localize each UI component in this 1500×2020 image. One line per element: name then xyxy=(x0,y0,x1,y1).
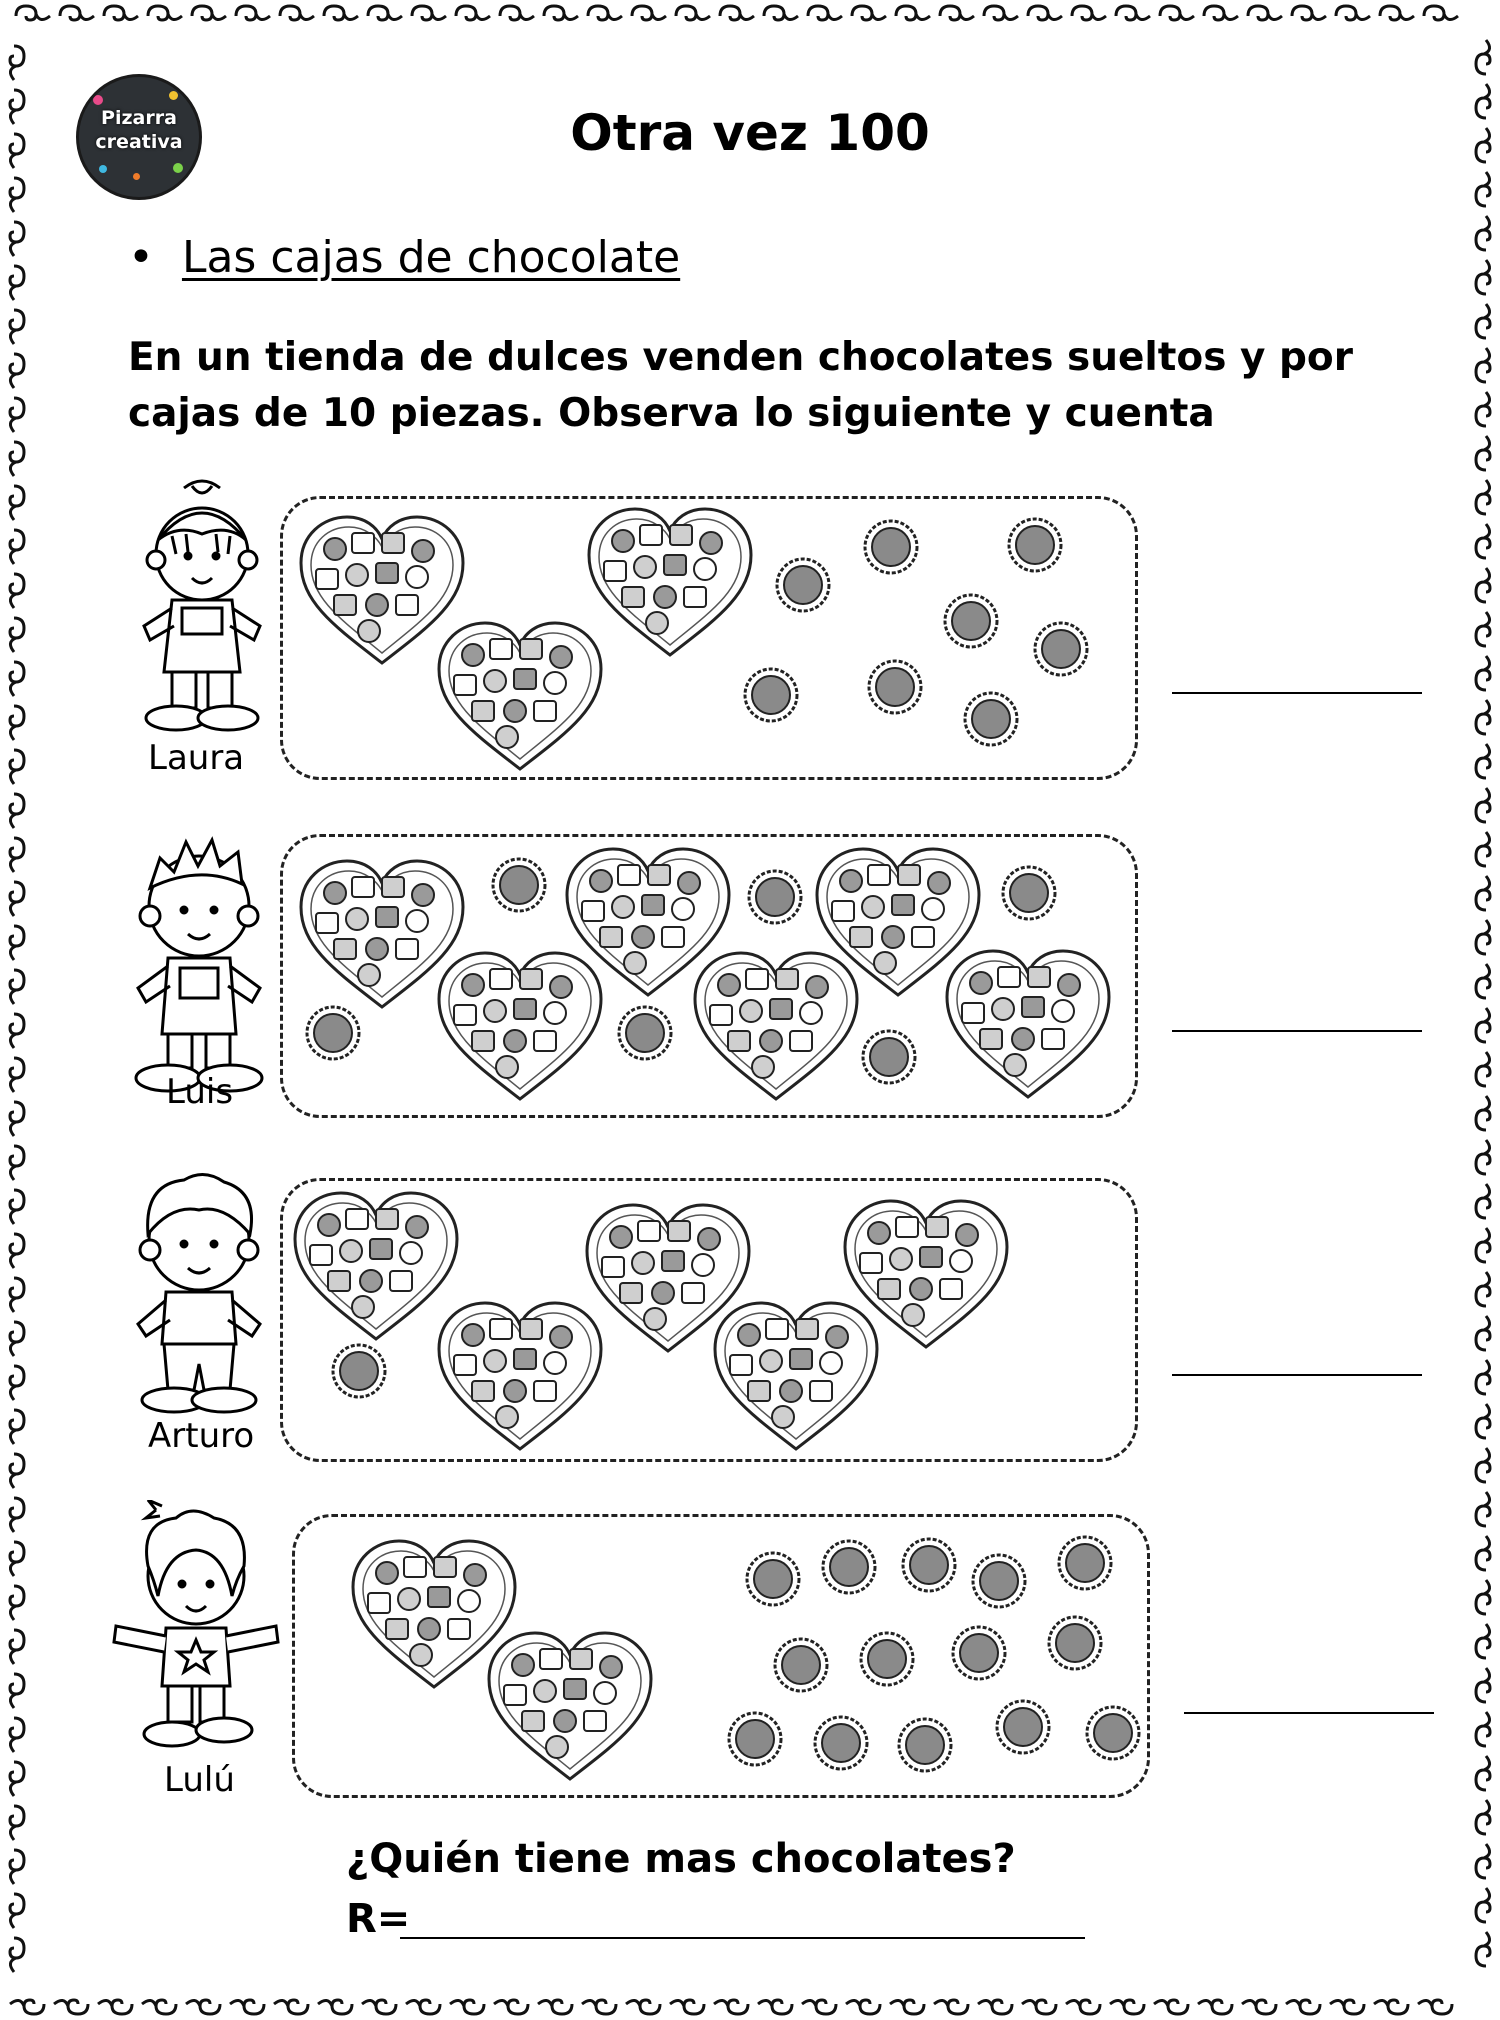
child-name-luis: Luis xyxy=(166,1072,234,1112)
child-name-laura: Laura xyxy=(148,738,245,778)
child-name-lulu: Lulú xyxy=(164,1760,235,1800)
loose-chocolate xyxy=(493,859,545,911)
loose-chocolate xyxy=(953,1627,1005,1679)
loose-chocolate xyxy=(865,521,917,573)
logo-text-line2: creativa xyxy=(95,131,183,153)
loose-chocolate xyxy=(775,1639,827,1691)
loose-chocolate xyxy=(945,595,997,647)
loose-chocolate xyxy=(823,1541,875,1593)
loose-chocolate xyxy=(307,1007,359,1059)
heart-chocolate-box xyxy=(489,1633,651,1779)
loose-chocolate xyxy=(1003,867,1055,919)
heart-chocolate-box xyxy=(589,509,751,655)
chocolates-drawing xyxy=(295,1517,1141,1789)
chocolates-drawing xyxy=(283,837,1129,1109)
loose-chocolate xyxy=(861,1633,913,1685)
bullet: • xyxy=(128,232,154,283)
heart-chocolate-box xyxy=(947,951,1109,1097)
instructions-text: En un tienda de dulces venden chocolates sueltos y por cajas de 10 piezas. Observa lo siguiente y cuenta xyxy=(128,335,1353,436)
chocolate-box-frame-laura xyxy=(280,496,1138,780)
chocolate-box-frame-arturo xyxy=(280,1178,1138,1462)
loose-chocolate xyxy=(869,661,921,713)
chocolate-box-frame-lulu xyxy=(292,1514,1150,1798)
loose-chocolate xyxy=(1087,1707,1139,1759)
page-title: Otra vez 100 xyxy=(570,104,930,162)
heart-chocolate-box xyxy=(295,1193,457,1339)
heart-chocolate-box xyxy=(301,861,463,1007)
answer-line-lulu[interactable] xyxy=(1184,1712,1434,1714)
loose-chocolate xyxy=(1049,1617,1101,1669)
logo-text-line1: Pizarra xyxy=(101,107,177,129)
loose-chocolate xyxy=(749,871,801,923)
girl-laura-illustration xyxy=(132,476,272,736)
answer-line-arturo[interactable] xyxy=(1172,1374,1422,1376)
boy-arturo-illustration xyxy=(124,1164,274,1420)
loose-chocolate xyxy=(1009,519,1061,571)
chocolate-box-frame-luis xyxy=(280,834,1138,1118)
loose-chocolate xyxy=(745,669,797,721)
loose-chocolate xyxy=(903,1539,955,1591)
boy-luis-illustration xyxy=(124,818,274,1108)
final-answer-line[interactable] xyxy=(400,1937,1085,1939)
answer-label: R= xyxy=(346,1896,411,1942)
heart-chocolate-box xyxy=(695,953,857,1099)
answer-line-luis[interactable] xyxy=(1172,1030,1422,1032)
loose-chocolate xyxy=(619,1007,671,1059)
loose-chocolate xyxy=(997,1701,1049,1753)
subtitle-text: Las cajas de chocolate xyxy=(181,232,681,283)
loose-chocolate xyxy=(965,693,1017,745)
heart-chocolate-box xyxy=(301,517,463,663)
heart-chocolate-box xyxy=(715,1303,877,1449)
chocolates-drawing xyxy=(283,1181,1129,1453)
loose-chocolate xyxy=(863,1031,915,1083)
chocolates-drawing xyxy=(283,499,1129,771)
heart-chocolate-box xyxy=(439,623,601,769)
heart-chocolate-box xyxy=(439,953,601,1099)
loose-chocolate xyxy=(747,1553,799,1605)
loose-chocolate xyxy=(1059,1537,1111,1589)
loose-chocolate xyxy=(333,1345,385,1397)
loose-chocolate xyxy=(1035,623,1087,675)
loose-chocolate xyxy=(973,1555,1025,1607)
heart-chocolate-box xyxy=(439,1303,601,1449)
loose-chocolate xyxy=(815,1717,867,1769)
child-name-arturo: Arturo xyxy=(148,1416,255,1456)
loose-chocolate xyxy=(729,1713,781,1765)
answer-line-laura[interactable] xyxy=(1172,692,1422,694)
section-subtitle xyxy=(128,232,680,283)
question-text: ¿Quién tiene mas chocolates? xyxy=(346,1836,1016,1882)
loose-chocolate xyxy=(777,559,829,611)
girl-lulu-illustration xyxy=(96,1500,296,1760)
loose-chocolate xyxy=(899,1719,951,1771)
